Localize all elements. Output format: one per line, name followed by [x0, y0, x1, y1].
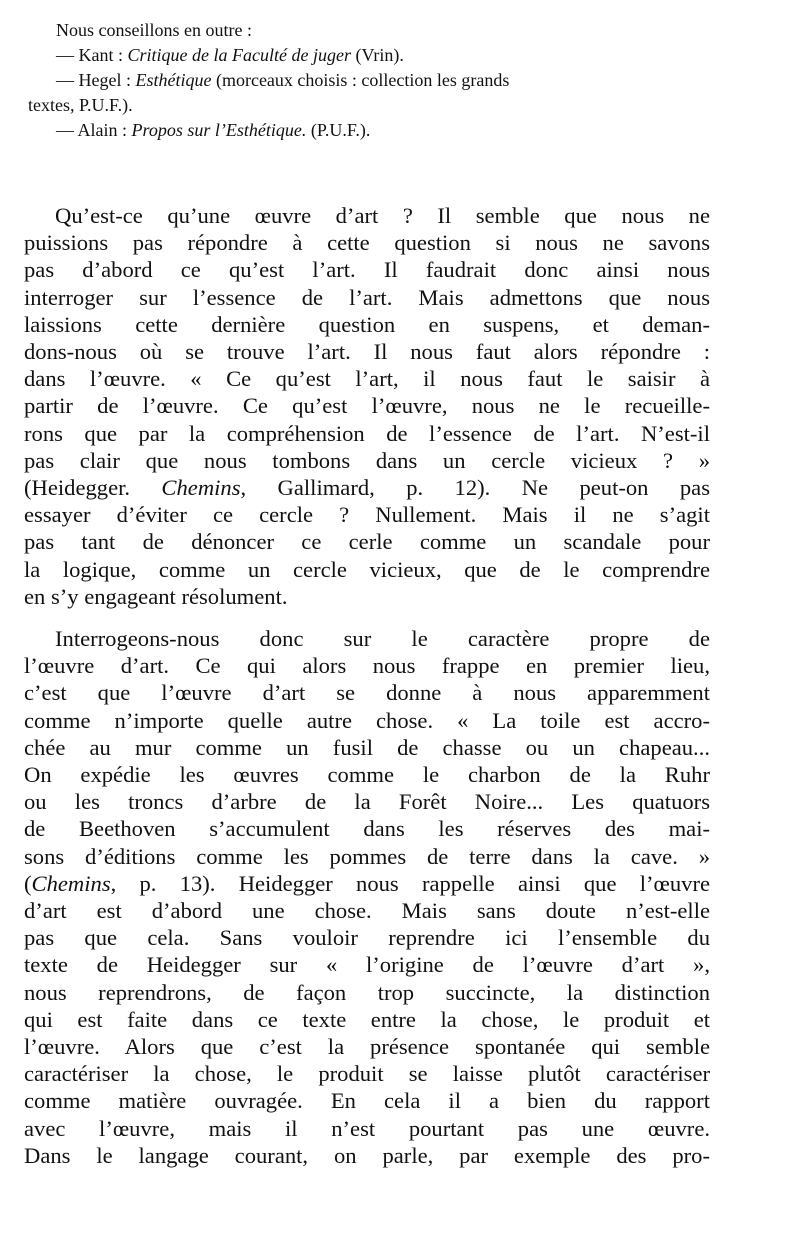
- citation-title: Chemins: [161, 475, 241, 501]
- text-line: Qu’est-ce qu’une œuvre d’art ? Il semble que nous ne: [55, 203, 710, 228]
- text-line: dans l’œuvre. « Ce qu’est l’art, il nous faut le saisir à: [24, 366, 710, 392]
- citation-title: Chemins: [31, 870, 111, 896]
- text-line: texte de Heidegger sur « l’origine de l’œuvre d’art »,: [24, 952, 710, 978]
- entry-title: Propos sur l’Esthétique.: [131, 120, 307, 140]
- bibliography-entry-alain: [28, 118, 718, 143]
- text-line: puissions pas répondre à cette question si nous ne savons: [24, 230, 710, 256]
- text-line: caractériser la chose, le produit se laisse plutôt caractériser: [24, 1061, 710, 1087]
- entry-dash: —: [56, 120, 74, 140]
- bibliography-entry-kant: [28, 43, 718, 68]
- entry-continuation: textes, P.U.F.).: [28, 95, 133, 115]
- text-line: pas que cela. Sans vouloir reprendre ici l’ensemble du: [24, 925, 710, 951]
- text-line: pas tant de dénoncer ce cerle comme un scandale pour: [24, 529, 710, 555]
- text-line: rons que par la compréhension de l’essence de l’art. N’est-il: [24, 420, 710, 446]
- text-line: Interrogeons-nous donc sur le caractère propre de: [55, 626, 710, 651]
- text-line: avec l’œuvre, mais il n’est pourtant pas une œuvre.: [24, 1115, 710, 1141]
- entry-author: Alain :: [77, 120, 128, 140]
- citation-open: (Heidegger.: [24, 475, 162, 501]
- entry-dash: —: [56, 45, 74, 65]
- citation-rest: , p. 13). Heidegger nous rappelle ainsi que l’œuvre: [110, 870, 710, 896]
- text-line: pas clair que nous tombons dans un cercle vicieux ? »: [24, 447, 710, 473]
- text-line: comme n’importe quelle autre chose. « La toile est accro-: [24, 707, 710, 733]
- entry-publisher: (Vrin).: [355, 45, 404, 65]
- bibliography-intro: Nous conseillons en outre :: [56, 20, 252, 40]
- entry-publisher: (P.U.F.).: [310, 120, 371, 140]
- text-line: d’art est d’abord une chose. Mais sans doute n’est-elle: [24, 898, 710, 924]
- bibliography-entry-hegel: [28, 68, 718, 118]
- text-line: l’œuvre. Alors que c’est la présence spontanée qui semble: [24, 1034, 710, 1060]
- entry-title: Critique de la Faculté de juger: [127, 45, 351, 65]
- text-line: la logique, comme un cercle vicieux, que de le comprendre: [24, 556, 710, 582]
- text-line: essayer d’éviter ce cercle ? Nullement. Mais il ne s’agit: [24, 502, 710, 528]
- text-line: comme matière ouvragée. En cela il a bien du rapport: [24, 1088, 710, 1114]
- text-line: l’œuvre d’art. Ce qui alors nous frappe en premier lieu,: [24, 653, 710, 679]
- text-line: nous reprendrons, de façon trop succincte, la distinction: [24, 979, 710, 1005]
- text-line-citation: [24, 870, 710, 897]
- text-line: pas d’abord ce qu’est l’art. Il faudrait donc ainsi nous: [24, 257, 710, 283]
- entry-author: Hegel :: [78, 70, 131, 90]
- text-line: Dans le langage courant, on parle, par exemple des pro-: [24, 1142, 710, 1168]
- paragraph-1: [24, 202, 710, 610]
- text-line: interroger sur l’essence de l’art. Mais admettons que nous: [24, 284, 710, 310]
- text-line: laissions cette dernière question en suspens, et deman-: [24, 311, 710, 337]
- text-line: sons d’éditions comme les pommes de terre dans la cave. »: [24, 843, 710, 869]
- entry-dash: —: [56, 70, 74, 90]
- text-line: dons-nous où se trouve l’art. Il nous faut alors répondre :: [24, 339, 710, 365]
- entry-title: Esthétique: [135, 70, 212, 90]
- entry-publisher: (morceaux choisis : collection les grands: [215, 70, 510, 90]
- text-line: de Beethoven s’accumulent dans les réserves des mai-: [24, 816, 710, 842]
- text-line: c’est que l’œuvre d’art se donne à nous apparemment: [24, 680, 710, 706]
- text-line: chée au mur comme un fusil de chasse ou un chapeau...: [24, 734, 710, 760]
- text-line: ou les troncs d’arbre de la Forêt Noire... Les quatuors: [24, 789, 710, 815]
- entry-author: Kant :: [78, 45, 123, 65]
- paragraph-2: [24, 625, 710, 1169]
- text-line: partir de l’œuvre. Ce qu’est l’œuvre, nous ne le recueille-: [24, 393, 710, 419]
- citation-open: (: [24, 870, 32, 896]
- text-line: On expédie les œuvres comme le charbon de la Ruhr: [24, 762, 710, 788]
- text-line-citation: [24, 474, 710, 501]
- citation-rest: , Gallimard, p. 12). Ne peut-on pas: [240, 475, 710, 501]
- bibliography-block: [28, 18, 718, 143]
- text-line: en s’y engageant résolument.: [24, 583, 288, 609]
- text-line: qui est faite dans ce texte entre la chose, le produit et: [24, 1006, 710, 1032]
